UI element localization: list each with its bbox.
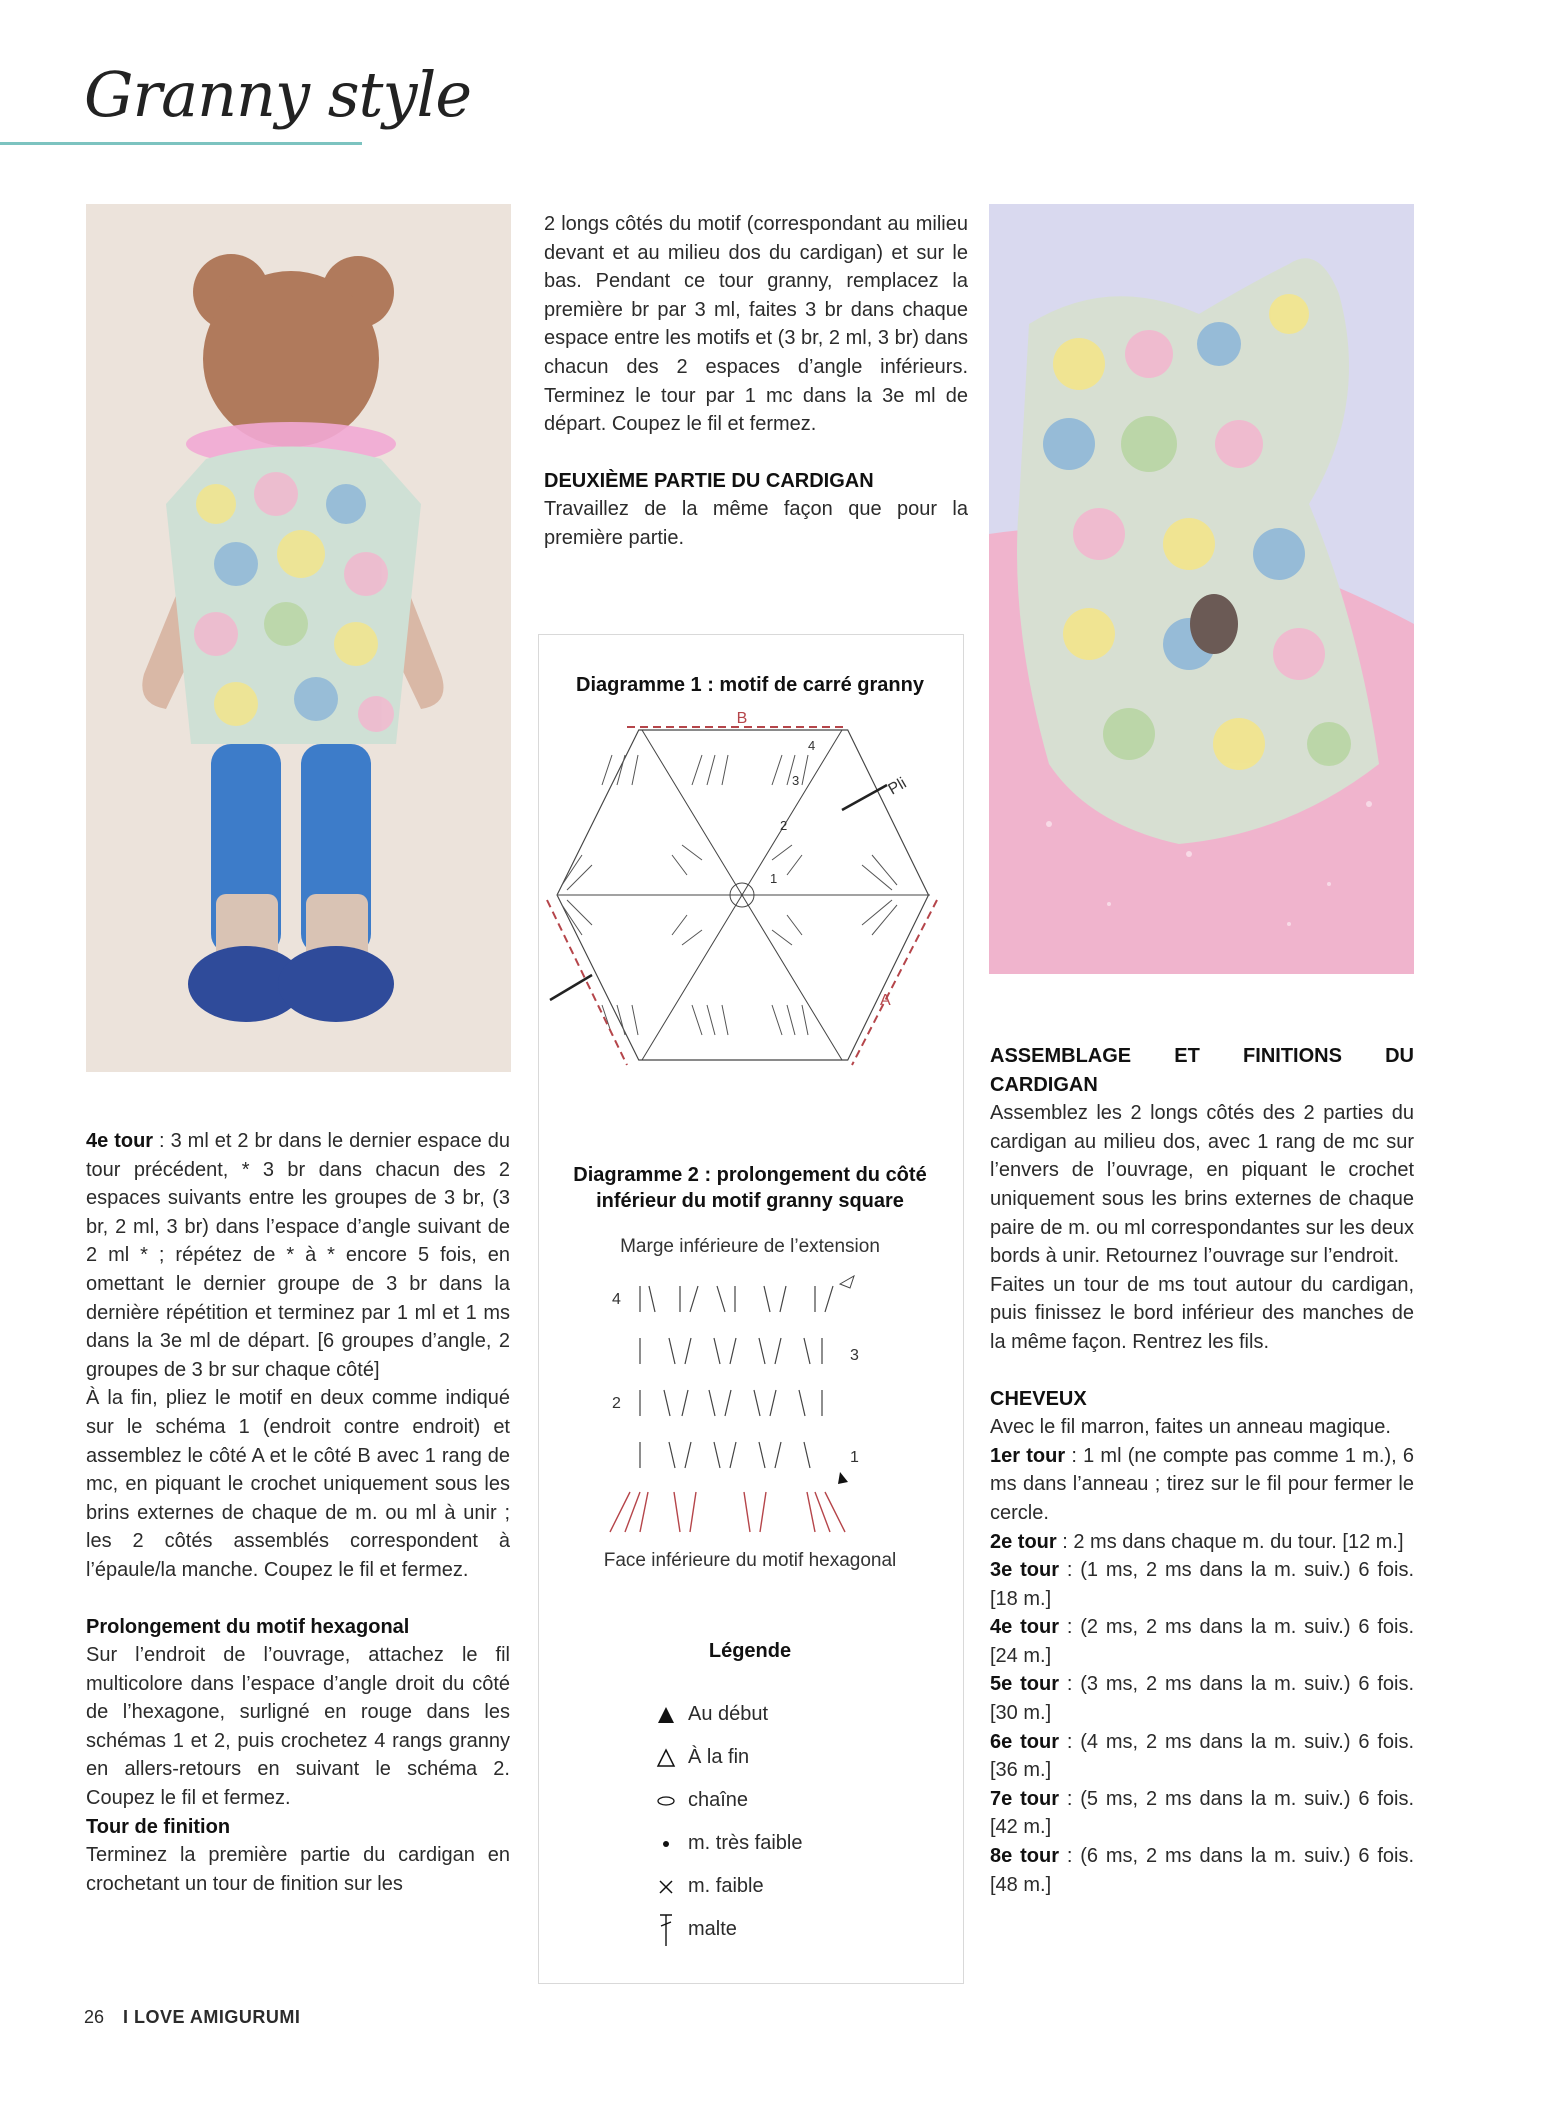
treble-icon <box>644 1912 688 1948</box>
round-5 <box>990 1670 1414 1727</box>
round-label: 6e tour <box>990 1730 1059 1753</box>
tour4-text: : 3 ml et 2 br dans le dernier espace du tour précédent, * 3 br dans chacun des 2 espaces suivants entre les groupes de 3 br, (3 br, 2 ml, 3 br) dans l’espace d’angle suivant de 2 ml * ; répétez de * à * encore 5 fois, en omettant le dernier groupe de 3 br dans la dernière répétition et terminez par 1 ml et 1 ms dans la 3e ml de départ. [6 groupes d’angle, 2 groupes de 3 br sur chaque côté] <box>86 1130 510 1381</box>
round-label: 4e tour <box>990 1616 1059 1639</box>
tour4-paragraph <box>86 1127 510 1384</box>
legend-item <box>644 1865 904 1908</box>
legend-label: À la fin <box>688 1746 750 1768</box>
legend-list <box>644 1693 904 1951</box>
diagram1-hexagon <box>542 705 958 1085</box>
round-text: : 1 ml (ne compte pas comme 1 m.), 6 ms dans l’anneau ; tirez sur le fil pour fermer le cercle. <box>990 1444 1414 1524</box>
prolongement-paragraph: Sur l’endroit de l’ouvrage, attachez le fil multicolore dans l’espace d’angle droit du côté de l’hexagone, surligné en rouge dans les schémas 1 et 2, puis crochetez 4 rangs granny en allers-retours en suivant le schéma 2. Coupez le fil et fermez. <box>86 1644 510 1810</box>
assemblage-heading: ASSEMBLAGE ET FINITIONS DU CARDIGAN <box>990 1045 1414 1096</box>
round-label: 7e tour <box>990 1787 1059 1810</box>
round-text: : 2 ms dans chaque m. du tour. [12 m.] <box>1056 1530 1404 1553</box>
round-text: : (4 ms, 2 ms dans la m. suiv.) 6 fois. [36 m.] <box>990 1730 1414 1782</box>
legend-label: chaîne <box>688 1789 749 1811</box>
diagram1-label-a: A <box>880 992 891 1009</box>
round-8 <box>990 1842 1414 1899</box>
legend-title: Légende <box>708 1640 792 1662</box>
cardigan-photo <box>989 204 1414 974</box>
page-title: Granny style <box>84 58 472 131</box>
assemblage-paragraph: Assemblez les 2 longs côtés des 2 parties du cardigan au milieu dos, avec 1 rang de mc sur l’envers de l’ouvrage, en piquant le crochet uniquement sous les brins externes de chaque paire de m. ou ml correspondantes sur les deux bords à unir. Retournez l’ouvrage sur l’endroit. <box>990 1102 1414 1268</box>
diagram1-round-2: 2 <box>780 818 788 833</box>
legend-label: Au début <box>688 1703 769 1725</box>
legend-item <box>644 1822 904 1865</box>
round-6 <box>990 1728 1414 1785</box>
magazine-name: I LOVE AMIGURUMI <box>123 2007 301 2027</box>
round-text: : (5 ms, 2 ms dans la m. suiv.) 6 fois. [42 m.] <box>990 1787 1414 1839</box>
outline-triangle-icon <box>644 1748 688 1768</box>
diagram2-top-caption: Marge inférieure de l’extension <box>620 1236 880 1257</box>
diagram1-round-3: 3 <box>792 773 800 788</box>
round-label: 2e tour <box>990 1530 1057 1553</box>
diagram2-title: Diagramme 2 : prolongement du côté inférieur du motif granny square <box>573 1164 927 1212</box>
diagram1-round-1: 1 <box>770 871 778 886</box>
page-footer <box>84 2007 300 2028</box>
cardigan-intro-paragraph: 2 longs côtés du motif (correspondant au milieu devant et au milieu dos du cardigan) et sur le bas. Pendant ce tour granny, remplacez la première br par 3 ml, faites 3 br dans chaque espace entre les motifs et (3 br, 2 ml, 3 br) dans chacun des 2 espaces d’angle inférieurs. Terminez le tour par 1 mc dans la 3e ml de départ. Coupez le fil et fermez. <box>544 213 968 436</box>
oval-icon <box>644 1795 688 1807</box>
diagram2-rows <box>600 1272 900 1562</box>
round-2 <box>990 1528 1414 1557</box>
round-7 <box>990 1785 1414 1842</box>
prolongement-heading: Prolongement du motif hexagonal <box>86 1615 410 1638</box>
cross-icon <box>644 1877 688 1897</box>
legend-item <box>644 1908 904 1951</box>
round-text: : (6 ms, 2 ms dans la m. suiv.) 6 fois. [48 m.] <box>990 1845 1414 1896</box>
round-4 <box>990 1613 1414 1670</box>
doll-photo <box>86 204 511 1072</box>
cheveux-heading: CHEVEUX <box>990 1387 1087 1410</box>
finition-heading: Tour de finition <box>86 1815 231 1838</box>
diagram1-title: Diagramme 1 : motif de carré granny <box>576 674 924 696</box>
dot-icon <box>644 1838 688 1850</box>
finitions-paragraph: Faites un tour de ms tout autour du cardigan, puis finissez le bord inférieur des manches de la même façon. Rentrez les fils. <box>990 1273 1414 1353</box>
round-3 <box>990 1556 1414 1613</box>
tour4-label: 4e tour <box>86 1130 154 1152</box>
legend-label: m. très faible <box>688 1832 803 1854</box>
cheveux-intro: Avec le fil marron, faites un anneau magique. <box>990 1416 1391 1439</box>
round-label: 1er tour <box>990 1444 1066 1467</box>
diagram2-row-2: 2 <box>612 1395 621 1412</box>
legend-item <box>644 1779 904 1822</box>
page-number: 26 <box>84 2007 105 2027</box>
legend-label: malte <box>688 1918 737 1940</box>
diagram1-round-4: 4 <box>808 738 816 753</box>
legend-item <box>644 1693 904 1736</box>
diagram2-row-3: 3 <box>850 1347 859 1364</box>
diagram2-row-1: 1 <box>850 1449 859 1466</box>
pliage-paragraph: À la fin, pliez le motif en deux comme indiqué sur le schéma 1 (endroit contre endroit) et assemblez le côté A et le côté B avec 1 rang de mc, en piquant le crochet uniquement sous les brins externes de chaque de m. ou ml à unir ; les 2 côtés assemblés correspondent à l’épaule/la manche. Coupez le fil et fermez. <box>86 1387 510 1581</box>
round-1 <box>990 1442 1414 1528</box>
diagram1-label-b: B <box>736 710 748 727</box>
deuxieme-partie-text: Travaillez de la même façon que pour la première partie. <box>544 498 968 549</box>
diagram2-row-4: 4 <box>612 1291 621 1308</box>
round-text: : (3 ms, 2 ms dans la m. suiv.) 6 fois. [30 m.] <box>990 1673 1414 1725</box>
round-text: : (2 ms, 2 ms dans la m. suiv.) 6 fois. [24 m.] <box>990 1616 1414 1667</box>
diagram2-bottom-caption: Face inférieure du motif hexagonal <box>603 1550 897 1571</box>
finition-paragraph: Terminez la première partie du cardigan en crochetant un tour de finition sur les <box>86 1844 510 1895</box>
round-label: 3e tour <box>990 1559 1059 1582</box>
legend-item <box>644 1736 904 1779</box>
round-label: 5e tour <box>990 1673 1059 1696</box>
diagram1-label-pli: Pli <box>885 774 910 799</box>
round-text: : (1 ms, 2 ms dans la m. suiv.) 6 fois. [18 m.] <box>990 1559 1414 1610</box>
filled-triangle-icon <box>644 1705 688 1725</box>
round-label: 8e tour <box>990 1845 1059 1868</box>
header-divider <box>0 142 362 145</box>
legend-label: m. faible <box>688 1875 764 1897</box>
deuxieme-partie-heading: DEUXIÈME PARTIE DU CARDIGAN <box>544 469 874 492</box>
